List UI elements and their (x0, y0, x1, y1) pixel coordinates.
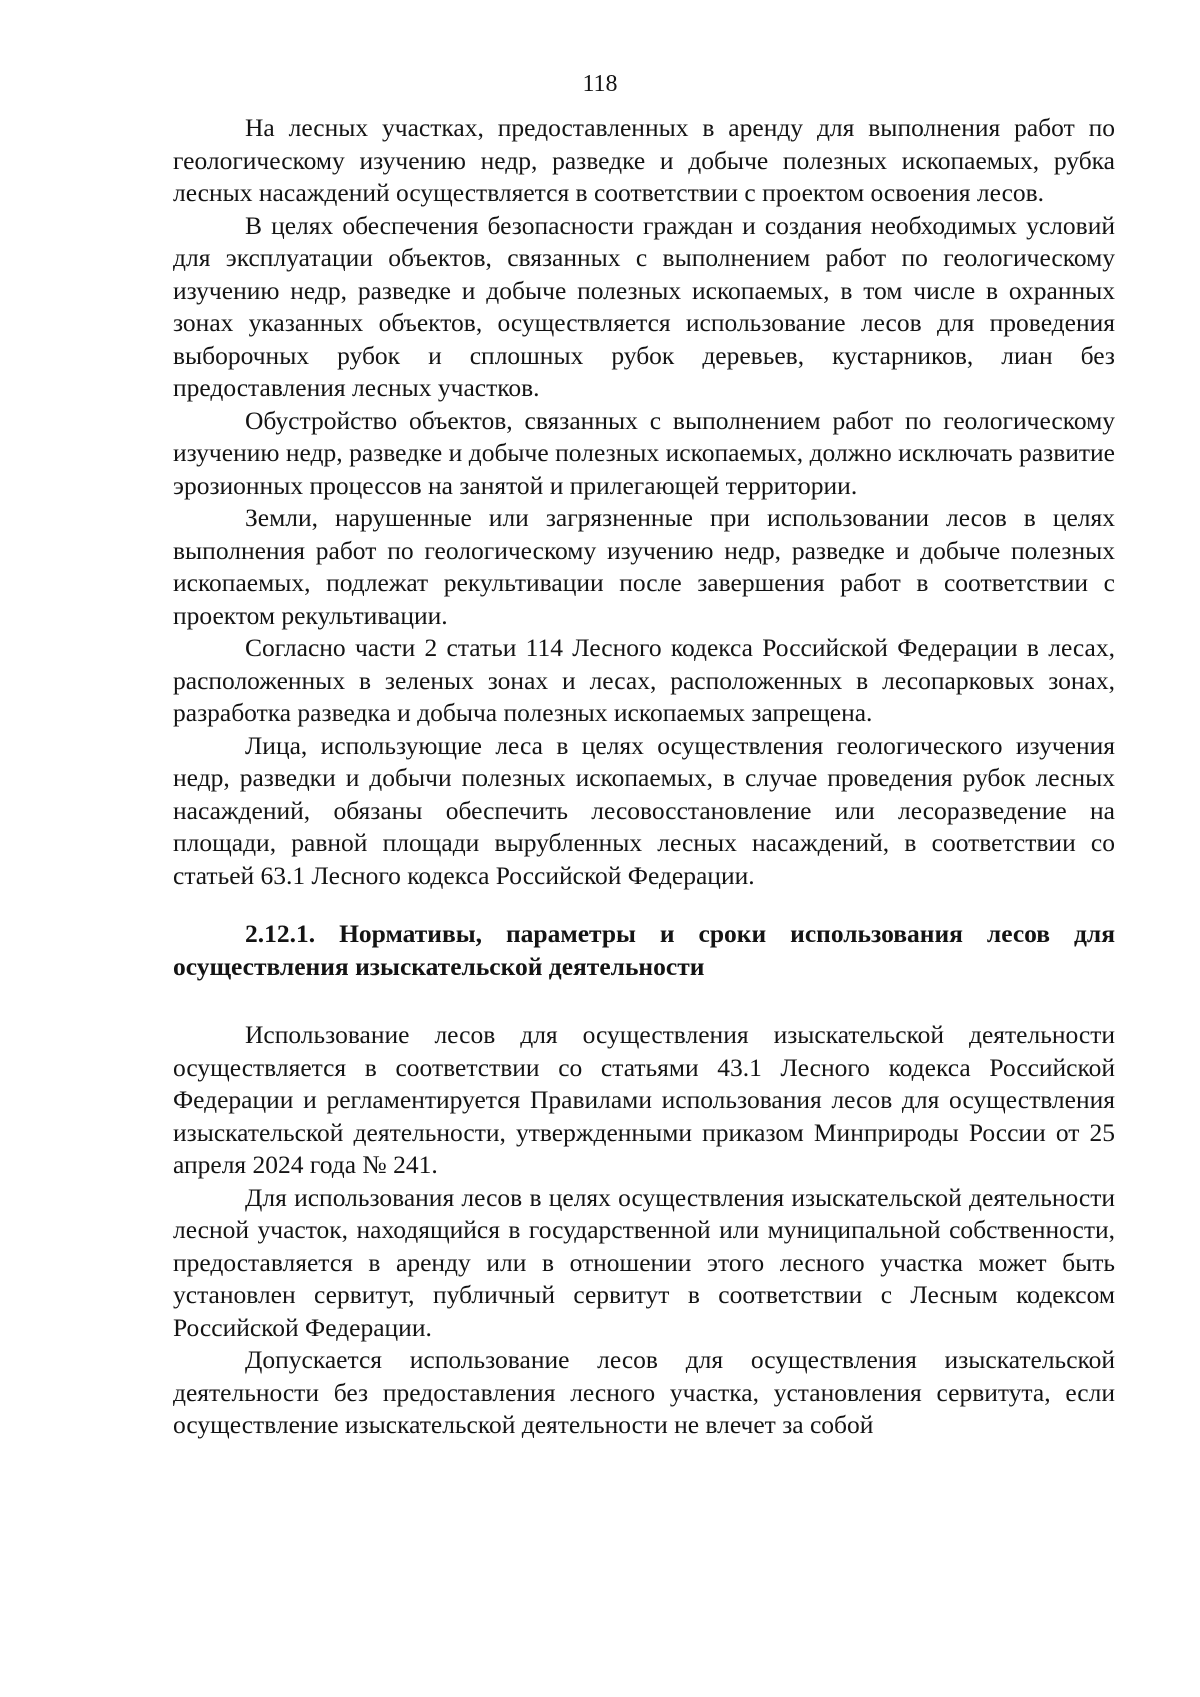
paragraph-erosion: Обустройство объектов, связанных с выполнением работ по геологическому изучению недр, разведке и добыче полезных ископаемых, должно исключать развитие эрозионных процессов на занятой и прилегающей территории. (173, 405, 1115, 500)
paragraph-recultivation: Земли, нарушенные или загрязненные при использовании лесов в целях выполнения работ по геологическому изучению недр, разведке и добыче полезных ископаемых, подлежат рекультивации после завершения работ в соответствии с проектом рекультивации. (173, 503, 1115, 630)
paragraph-survey-without-lease: Допускается использование лесов для осуществления изыскательской деятельности без предоставления лесного участка, установления сервитута, если осуществление изыскательской деятельности не влечет за собой (173, 1345, 1115, 1439)
paragraph-survey-rules: Использование лесов для осуществления изыскательской деятельности осуществляется в соответствии со статьями 43.1 Лесного кодекса Российской Федерации и регламентируется Правилами использования лесов для осуществления изыскательской деятельности, утвержденными приказом Минприроды России от 25 апреля 2024 года № 241. (173, 1020, 1115, 1179)
paragraph-safety-felling: В целях обеспечения безопасности граждан и создания необходимых условий для эксплуатации объектов, связанных с выполнением работ по геологическому изучению недр, разведке и добыче полезных ископаемых, в том числе в охранных зонах указанных объектов, осуществляется использование лесов для проведения выборочных рубок и сплошных рубок деревьев, кустарников, лиан без предоставления лесных участков. (173, 210, 1115, 402)
page-number: 118 (582, 71, 618, 97)
paragraph-lease-plots: На лесных участках, предоставленных в аренду для выполнения работ по геологическому изучению недр, разведке и добыче полезных ископаемых, рубка лесных насаждений осуществляется в соответствии с проектом освоения лесов. (173, 113, 1115, 207)
section-heading: 2.12.1. Нормативы, параметры и сроки использования лесов для осуществления изыскательской деятельности (173, 919, 1115, 981)
document-body (173, 112, 1115, 1442)
paragraph-survey-lease: Для использования лесов в целях осуществления изыскательской деятельности лесной участок, находящийся в государственной или муниципальной собственности, предоставляется в аренду или в отношении этого лесного участка может быть установлен сервитут, публичный сервитут в соответствии с Лесным кодексом Российской Федерации. (173, 1182, 1115, 1342)
paragraph-reforestation: Лица, использующие леса в целях осуществления геологического изучения недр, разведки и добычи полезных ископаемых, в случае проведения рубок лесных насаждений, обязаны обеспечить лесовосстановление или лесоразведение на площади, равной площади вырубленных лесных насаждений, в соответствии со статьей 63.1 Лесного кодекса Российской Федерации. (173, 730, 1115, 890)
paragraph-green-zones: Согласно части 2 статьи 114 Лесного кодекса Российской Федерации в лесах, расположенных в зеленых зонах и лесах, расположенных в лесопарковых зонах, разработка разведка и добыча полезных ископаемых запрещена. (173, 633, 1115, 727)
